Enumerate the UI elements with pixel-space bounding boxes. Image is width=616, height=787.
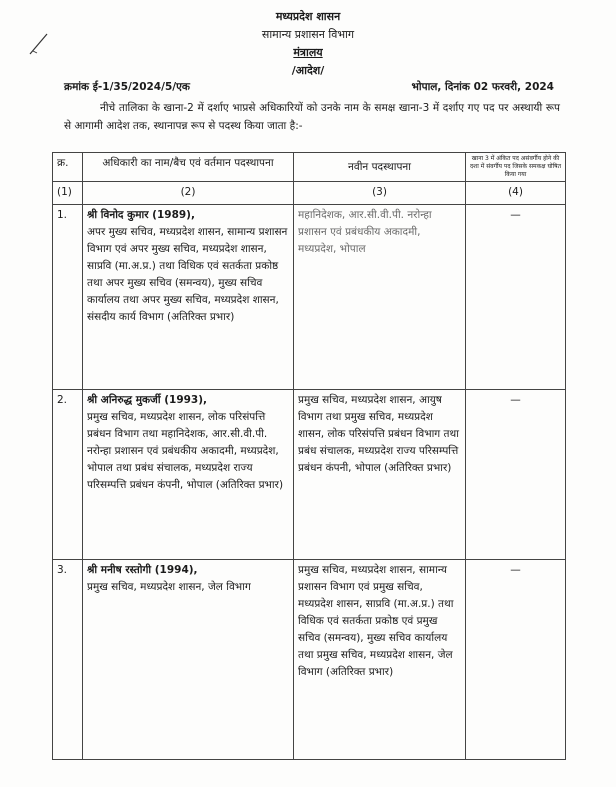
current-posting: प्रमुख सचिव, मध्यप्रदेश शासन, जेल विभाग (87, 581, 251, 593)
letterhead (0, 8, 616, 80)
table-header-row (53, 153, 566, 182)
table-row (53, 205, 566, 390)
order-place-date: भोपाल, दिनांक 02 फरवरी, 2024 (411, 81, 554, 93)
row-officer-cell (83, 390, 294, 560)
order-number: क्रमांक ई-1/35/2024/5/एक (64, 81, 190, 93)
new-posting: प्रमुख सचिव, मध्यप्रदेश शासन, आयुष विभाग तथा प्रमुख सचिव, मध्यप्रदेश शासन, लोक परिसंपत्ति प्रबंधन विभाग तथा प्रबंध संचालक, मध्यप्रदेश राज्य परिसम्पत्ति प्रबंधन कंपनी, भोपाल (अतिरिक्त प्रभार) (294, 390, 466, 560)
intro-paragraph: नीचे तालिका के खाना-2 में दर्शाए भाप्रसे अधिकारियों को उनके नाम के समक्ष खाना-3 में दर्शाए गए पद पर अस्थायी रूप से आगामी आदेश तक, स्थानापन्न रूप से पदस्थ किया जाता है:- (64, 102, 560, 132)
row-sno: 1. (53, 205, 83, 390)
officer-name: श्री अनिरुद्ध मुकर्जी (1993), (87, 394, 208, 406)
current-posting: प्रमुख सचिव, मध्यप्रदेश शासन, लोक परिसंपत्ति प्रबंधन विभाग तथा महानिदेशक, आर.सी.वी.पी. नरोन्हा प्रशासन एवं प्रबंधकीय अकादमी, मध्यप्रदेश, भोपाल तथा प्रबंध संचालक, मध्यप्रदेश राज्य परिसम्पत्ति प्रबंधन कंपनी, भोपाल (अतिरिक्त प्रभार) (87, 411, 284, 491)
document-type: /आदेश/ (291, 64, 325, 77)
row-sno: 3. (53, 560, 83, 760)
row-officer-cell (83, 205, 294, 390)
officer-name: श्री मनीष रस्तोगी (1994), (87, 564, 198, 576)
header-remarks: खाना 3 में अंकित पद असंवर्गीय होने की दशा में संवर्गीय पद जिसके समकक्ष घोषित किया गया (466, 153, 566, 182)
column-number: (4) (466, 182, 566, 205)
table-row (53, 390, 566, 560)
new-posting: प्रमुख सचिव, मध्यप्रदेश शासन, सामान्य प्रशासन विभाग एवं प्रमुख सचिव, मध्यप्रदेश शासन, साप्रवि (मा.अ.प्र.) तथा विधिक एवं सतर्कता प्रकोष्ठ एवं प्रमुख सचिव (समन्वय), मुख्य सचिव कार्यालय तथा प्रमुख सचिव, मध्यप्रदेश शासन, जेल विभाग (अतिरिक्त प्रभार) (294, 560, 466, 760)
row-officer-cell (83, 560, 294, 760)
header-sno: क्र. (53, 153, 83, 182)
new-posting: महानिदेशक, आर.सी.वी.पी. नरोन्हा प्रशासन एवं प्रबंधकीय अकादमी, मध्यप्रदेश, भोपाल (294, 205, 466, 390)
column-number: (2) (83, 182, 294, 205)
department-name: सामान्य प्रशासन विभाग (261, 28, 355, 41)
office-name: मंत्रालय (293, 46, 323, 59)
remarks: — (466, 390, 566, 560)
table-row (53, 560, 566, 760)
current-posting: अपर मुख्य सचिव, मध्यप्रदेश शासन, सामान्य प्रशासन विभाग एवं अपर मुख्य सचिव, मध्यप्रदेश शासन, साप्रवि (मा.अ.प्र.) तथा विधिक एवं सतर्कता प्रकोष्ठ तथा अपर मुख्य सचिव (समन्वय), मुख्य सचिव कार्यालय तथा अपर मुख्य सचिव, मध्यप्रदेश शासन, संसदीय कार्य विभाग (अतिरिक्त प्रभार) (87, 226, 288, 323)
header-new-posting: नवीन पदस्थापना (294, 153, 466, 182)
column-number-row (53, 182, 566, 205)
remarks: — (466, 205, 566, 390)
row-sno: 2. (53, 390, 83, 560)
officer-name: श्री विनोद कुमार (1989), (87, 209, 195, 221)
order-reference-line (64, 80, 554, 95)
column-number: (3) (294, 182, 466, 205)
government-name: मध्यप्रदेश शासन (275, 10, 341, 23)
remarks: — (466, 560, 566, 760)
posting-table (52, 152, 566, 760)
column-number: (1) (53, 182, 83, 205)
header-name-post: अधिकारी का नाम/बैच एवं वर्तमान पदस्थापना (83, 153, 294, 182)
